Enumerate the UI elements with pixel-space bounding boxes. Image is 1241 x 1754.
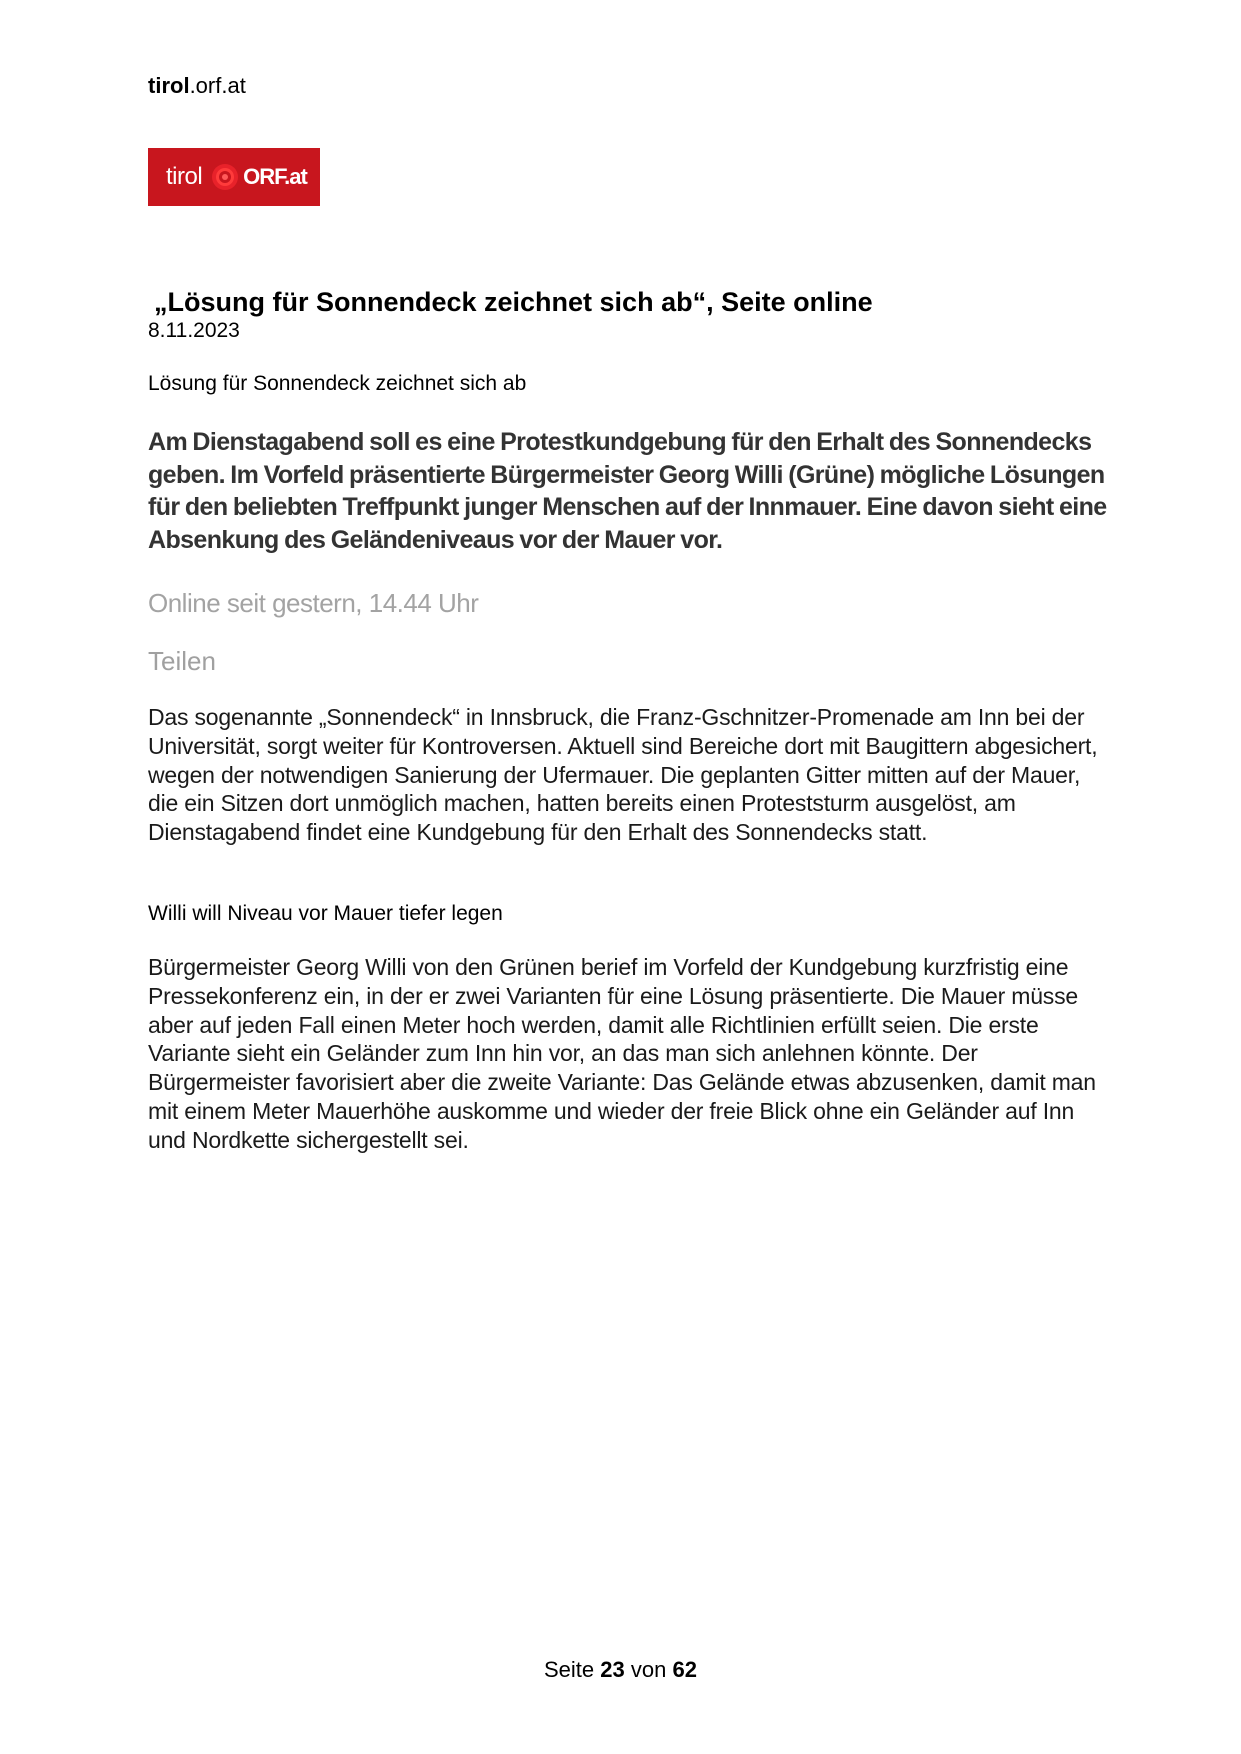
total-pages: 62 bbox=[672, 1657, 697, 1682]
article-title: „Lösung für Sonnendeck zeichnet sich ab“, Seite online bbox=[154, 287, 873, 317]
article-subheading: Willi will Niveau vor Mauer tiefer legen bbox=[148, 902, 503, 925]
share-label: Teilen bbox=[148, 646, 216, 676]
article-lead: Am Dienstagabend soll es eine Protestkundgebung für den Erhalt des Sonnendecks geben. Im Vorfeld präsentierte Bürgermeister Georg Willi (Grüne) mögliche Lösungen für den beliebten Treffpunkt junger Menschen auf der Innmauer. Eine davon sieht eine Absenkung des Geländeniveaus vor der Mauer vor. bbox=[148, 428, 1107, 554]
article-paragraph-1: Das sogenannte „Sonnendeck“ in Innsbruck, die Franz-Gschnitzer-Promenade am Inn bei der Universität, sorgt weiter für Kontroversen. Aktuell sind Bereiche dort mit Baugittern abgesichert, wegen der notwendigen Sanierung der Ufermauer. Die geplanten Gitter mitten auf der Mauer, die ein Sitzen dort unmöglich machen, hatten bereits einen Proteststurm ausgelöst, am Dienstagabend findet eine Kundgebung für den Erhalt des Sonnendecks statt. bbox=[148, 704, 1098, 846]
article-paragraph-2: Bürgermeister Georg Willi von den Grünen berief im Vorfeld der Kundgebung kurzfristig eine Pressekonferenz ein, in der er zwei Varianten für eine Lösung präsentierte. Die Mauer müsse aber auf jeden Fall einen Meter hoch werden, damit alle Richtlinien erfüllt seien. Die erste Variante sieht ein Geländer zum Inn hin vor, an das man sich anlehnen könnte. Der Bürgermeister favorisiert aber die zweite Variante: Das Gelände etwas abzusenken, damit man mit einem Meter Mauerhöhe auskomme und wieder der freie Blick ohne ein Geländer auf Inn und Nordkette sichergestellt sei. bbox=[148, 954, 1096, 1153]
article-subtitle: Lösung für Sonnendeck zeichnet sich ab bbox=[148, 372, 527, 395]
page-prefix: Seite bbox=[544, 1657, 595, 1682]
orf-eye-icon bbox=[210, 162, 240, 192]
tirol-orf-logo bbox=[148, 148, 320, 206]
source-domain-bold: tirol bbox=[148, 73, 190, 98]
logo-right-text: ORF.at bbox=[243, 164, 307, 189]
source-label bbox=[148, 72, 246, 100]
article-date: 8.11.2023 bbox=[148, 319, 240, 342]
online-since: Online seit gestern, 14.44 Uhr bbox=[148, 588, 479, 618]
logo-left-text: tirol bbox=[166, 163, 203, 190]
source-domain-rest: .orf.at bbox=[189, 73, 246, 98]
page-number bbox=[0, 1656, 1241, 1684]
current-page: 23 bbox=[600, 1657, 625, 1682]
page-middle: von bbox=[630, 1657, 667, 1682]
